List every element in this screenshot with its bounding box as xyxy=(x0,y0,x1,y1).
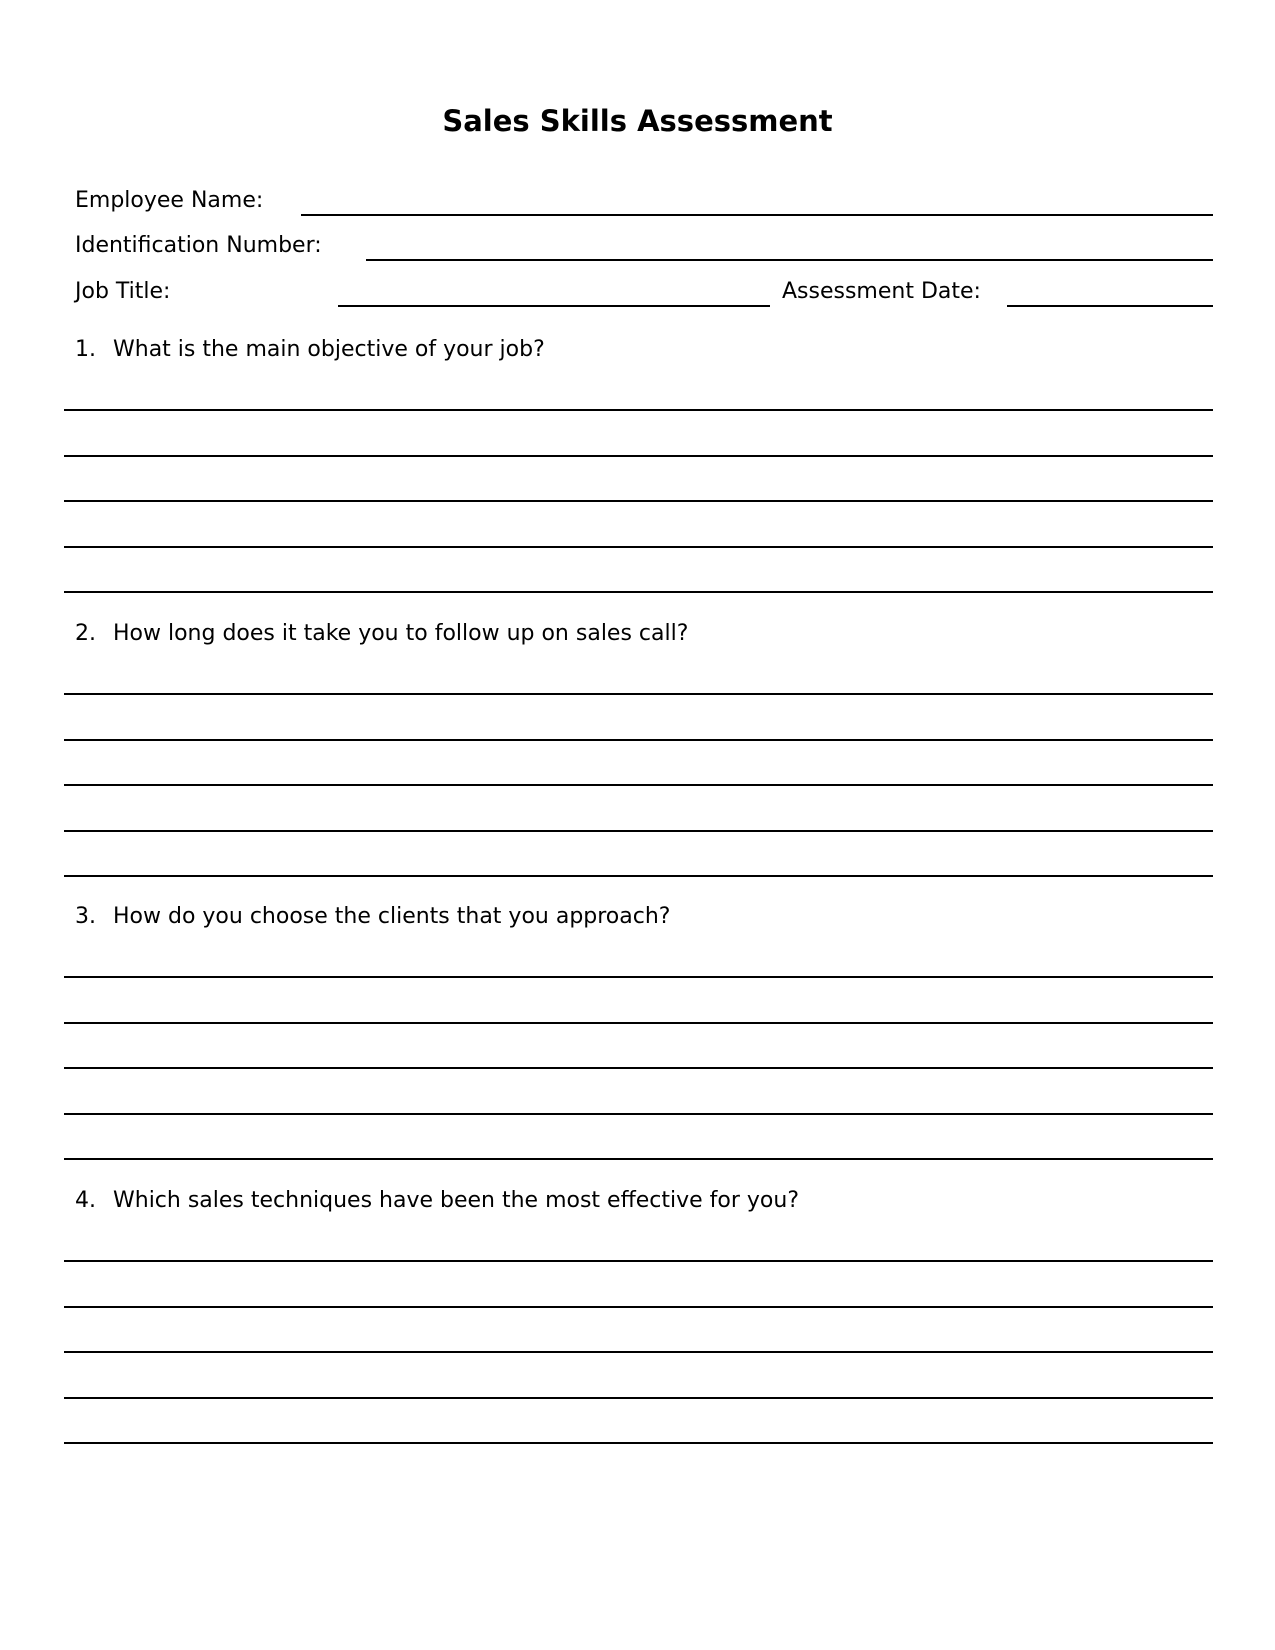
answer-line[interactable] xyxy=(64,546,1213,548)
answer-line[interactable] xyxy=(64,739,1213,741)
question-number: 2. xyxy=(75,621,96,646)
answer-line[interactable] xyxy=(64,784,1213,786)
answer-line[interactable] xyxy=(64,1260,1213,1262)
employee-name-field[interactable] xyxy=(301,214,1213,216)
answer-line[interactable] xyxy=(64,455,1213,457)
answer-line[interactable] xyxy=(64,1397,1213,1399)
job-title-field[interactable] xyxy=(338,305,770,307)
question-4 xyxy=(75,1188,799,1214)
answer-line[interactable] xyxy=(64,1351,1213,1353)
answer-line[interactable] xyxy=(64,500,1213,502)
question-text: How long does it take you to follow up on sales call? xyxy=(113,621,689,646)
answer-line[interactable] xyxy=(64,1158,1213,1160)
answer-line[interactable] xyxy=(64,976,1213,978)
assessment-date-field[interactable] xyxy=(1007,305,1213,307)
question-text: Which sales techniques have been the most effective for you? xyxy=(113,1188,800,1213)
page-title: Sales Skills Assessment xyxy=(442,104,833,138)
answer-line[interactable] xyxy=(64,591,1213,593)
question-number: 4. xyxy=(75,1188,96,1213)
answer-line[interactable] xyxy=(64,1113,1213,1115)
answer-line[interactable] xyxy=(64,693,1213,695)
question-1 xyxy=(75,337,545,363)
question-3 xyxy=(75,904,670,930)
answer-line[interactable] xyxy=(64,830,1213,832)
answer-line[interactable] xyxy=(64,1442,1213,1444)
question-2 xyxy=(75,621,688,647)
employee-name-label: Employee Name: xyxy=(75,188,264,213)
job-title-label: Job Title: xyxy=(75,279,171,304)
identification-number-label: Identification Number: xyxy=(75,233,322,258)
answer-line[interactable] xyxy=(64,875,1213,877)
answer-line[interactable] xyxy=(64,1022,1213,1024)
question-text: What is the main objective of your job? xyxy=(113,337,545,362)
assessment-date-label: Assessment Date: xyxy=(782,279,981,304)
answer-line[interactable] xyxy=(64,409,1213,411)
answer-line[interactable] xyxy=(64,1306,1213,1308)
question-number: 3. xyxy=(75,904,96,929)
identification-number-field[interactable] xyxy=(366,259,1213,261)
question-text: How do you choose the clients that you approach? xyxy=(113,904,671,929)
question-number: 1. xyxy=(75,337,96,362)
answer-line[interactable] xyxy=(64,1067,1213,1069)
